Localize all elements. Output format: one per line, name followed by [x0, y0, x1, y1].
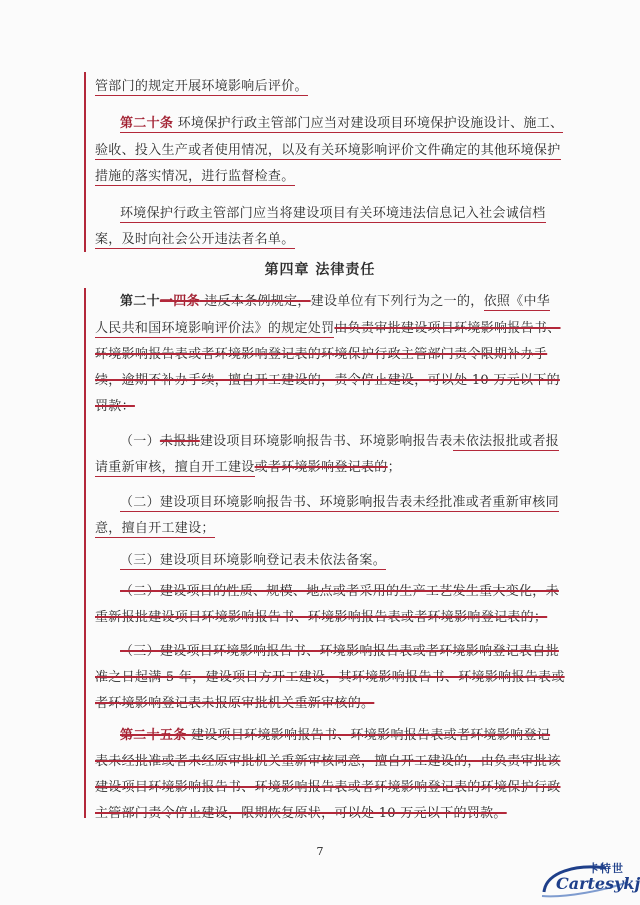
text-line: 人民共和国环境影响评价法》的规定处罚由负责审批建设项目环境影响报告书、: [95, 321, 561, 336]
struck-line: 主管部门责令停止建设，限期恢复原状，可以处 10 万元以下的罚款。: [95, 806, 507, 821]
article-label: 第二十五条: [120, 728, 187, 743]
text-line: 环境保护行政主管部门应当将建设项目有关环境违法信息记入社会诚信档: [120, 206, 546, 221]
struck-line: 环境影响报告表或者环境影响登记表的环境保护行政主管部门责令限期补办手: [95, 347, 548, 362]
item-2-line: （二）建设项目环境影响报告书、环境影响报告表未经批准或者重新审核同: [120, 495, 559, 510]
text-line: 案，及时向社会公开违法者名单。: [95, 232, 295, 247]
page-number: 7: [316, 845, 324, 858]
logo-english-text: Cartesykj: [556, 874, 640, 893]
deleted-item-line: （二）建设项目的性质、规模、地点或者采用的生产工艺发生重大变化，未: [120, 584, 559, 599]
deleted-item-line: 者环境影响登记表未报原审批机关重新审核的。: [95, 696, 375, 711]
item-1-line: （一）未报批建设项目环境影响报告书、环境影响报告表未依法报批或者报: [120, 434, 559, 449]
revision-bar: [84, 288, 86, 818]
deleted-item-line: 重新报批建设项目环境影响报告书、环境影响报告表或者环境影响登记表的；: [95, 610, 548, 625]
revision-bar: [84, 72, 86, 252]
text-line: 请重新审核，擅自开工建设或者环境影响登记表的；: [95, 460, 401, 475]
article-label: 第二十: [120, 294, 160, 309]
brand-logo: [536, 860, 640, 900]
article-24-line: 第二十一四条 违反本条例规定，建设单位有下列行为之一的，依照《中华: [120, 294, 551, 309]
article-20-line: 第二十条 环境保护行政主管部门应当对建设项目环境保护设施设计、施工、: [120, 116, 564, 131]
struck-line: 罚款：: [95, 399, 135, 414]
text-line: 措施的落实情况，进行监督检查。: [95, 169, 295, 184]
item-3-line: （三）建设项目环境影响登记表未依法备案。: [120, 553, 387, 568]
article-label: 第二十条: [120, 116, 174, 131]
text-line: 意，擅自开工建设；: [95, 521, 215, 536]
article-25-line: 第二十五条 建设项目环境影响报告书、环境影响报告表或者环境影响登记: [120, 728, 551, 743]
text-line: 验收、投入生产或者使用情况，以及有关环境影响评价文件确定的其他环境保护: [95, 143, 561, 158]
logo-chinese-text: 卡特世: [588, 862, 624, 875]
chapter-heading: 第四章 法律责任: [264, 262, 376, 278]
struck-line: 建设项目环境影响报告书、环境影响报告表或者环境影响登记表的环境保护行政: [95, 780, 561, 795]
deleted-item-line: 准之日起满 5 年，建设项目方开工建设，其环境影响报告书、环境影响报告表或: [95, 670, 565, 685]
struck-line: 续，逾期不补办手续，擅自开工建设的，责令停止建设，可以处 10 万元以下的: [95, 373, 560, 388]
struck-line: 表未经批准或者未经原审批机关重新审核同意，擅自开工建设的，由负责审批该: [95, 754, 561, 769]
deleted-item-line: （三）建设项目环境影响报告书、环境影响报告表或者环境影响登记表自批: [120, 644, 559, 659]
text-line: 管部门的规定开展环境影响后评价。: [95, 79, 308, 94]
